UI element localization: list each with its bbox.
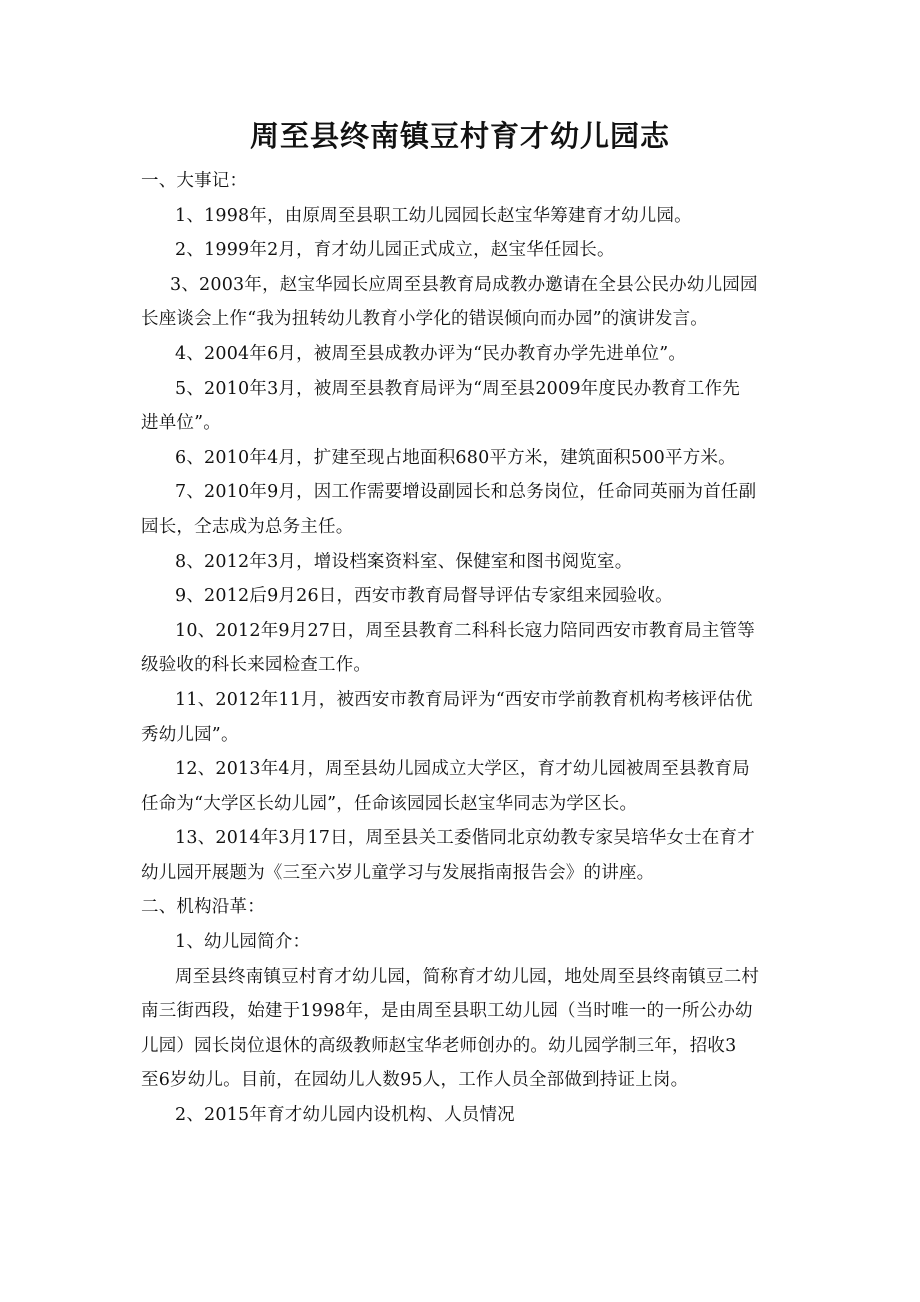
event-item-1: 1、1998年，由原周至县职工幼儿园园长赵宝华筹建育才幼儿园。 bbox=[175, 205, 692, 226]
intro-line-2: 南三街西段，始建于1998年，是由周至县职工幼儿园（当时唯一的一所公办幼 bbox=[141, 1001, 753, 1022]
document-title: 周至县终南镇豆村育才幼儿园志 bbox=[249, 119, 670, 153]
intro-line-1: 周至县终南镇豆村育才幼儿园，简称育才幼儿园，地处周至县终南镇豆二村 bbox=[175, 966, 760, 987]
intro-line-3: 儿园）园长岗位退休的高级教师赵宝华老师创办的。幼儿园学制三年，招收3 bbox=[141, 1035, 737, 1056]
event-item-10-line1: 10、2012年9月27日，周至县教育二科科长寇力陪同西安市教育局主管等 bbox=[175, 620, 755, 641]
event-item-12-line1: 12、2013年4月，周至县幼儿园成立大学区，育才幼儿园被周至县教育局 bbox=[175, 759, 750, 780]
event-item-3-line1: 3、2003年，赵宝华园长应周至县教育局成教办邀请在全县公民办幼儿园园 bbox=[170, 274, 758, 295]
subsection-heading-structure: 2、2015年育才幼儿园内设机构、人员情况 bbox=[175, 1105, 515, 1126]
event-item-4: 4、2004年6月，被周至县成教办评为“民办教育办学先进单位”。 bbox=[175, 343, 687, 364]
event-item-11-line2: 秀幼儿园”。 bbox=[141, 724, 239, 745]
event-item-5-line1: 5、2010年3月，被周至县教育局评为“周至县2009年度民办教育工作先 bbox=[175, 378, 740, 399]
event-item-7-line2: 园长，仝志成为总务主任。 bbox=[141, 516, 354, 537]
subsection-heading-intro: 1、幼儿园简介： bbox=[175, 932, 311, 953]
event-item-6: 6、2010年4月，扩建至现占地面积680平方米，建筑面积500平方米。 bbox=[175, 447, 736, 468]
event-item-12-line2: 任命为“大学区长幼儿园”，任命该园园长赵宝华同志为学区长。 bbox=[141, 793, 638, 814]
event-item-8: 8、2012年3月，增设档案资料室、保健室和图书阅览室。 bbox=[175, 551, 633, 572]
event-item-10-line2: 级验收的科长来园检查工作。 bbox=[141, 655, 372, 676]
event-item-11-line1: 11、2012年11月，被西安市教育局评为“西安市学前教育机构考核评估优 bbox=[175, 689, 753, 710]
document-body bbox=[141, 164, 781, 1133]
event-item-3-line2: 长座谈会上作“我为扭转幼儿教育小学化的错误倾向而办园”的演讲发言。 bbox=[141, 309, 708, 330]
event-item-13-line2: 幼儿园开展题为《三至六岁儿童学习与发展指南报告会》的讲座。 bbox=[141, 862, 655, 883]
section-heading-events: 一、大事记： bbox=[141, 171, 248, 191]
event-item-2: 2、1999年2月，育才幼儿园正式成立，赵宝华任园长。 bbox=[175, 240, 615, 261]
event-item-5-line2: 进单位”。 bbox=[141, 413, 221, 434]
intro-line-4: 至6岁幼儿。目前，在园幼儿人数95人，工作人员全部做到持证上岗。 bbox=[141, 1070, 689, 1091]
event-item-9: 9、2012后9月26日，西安市教育局督导评估专家组来园验收。 bbox=[175, 586, 673, 607]
event-item-7-line1: 7、2010年9月，因工作需要增设副园长和总务岗位，任命同英丽为首任副 bbox=[175, 482, 757, 503]
section-heading-history: 二、机构沿革： bbox=[141, 897, 265, 918]
event-item-13-line1: 13、2014年3月17日，周至县关工委偕同北京幼教专家吴培华女士在育才 bbox=[175, 828, 755, 849]
